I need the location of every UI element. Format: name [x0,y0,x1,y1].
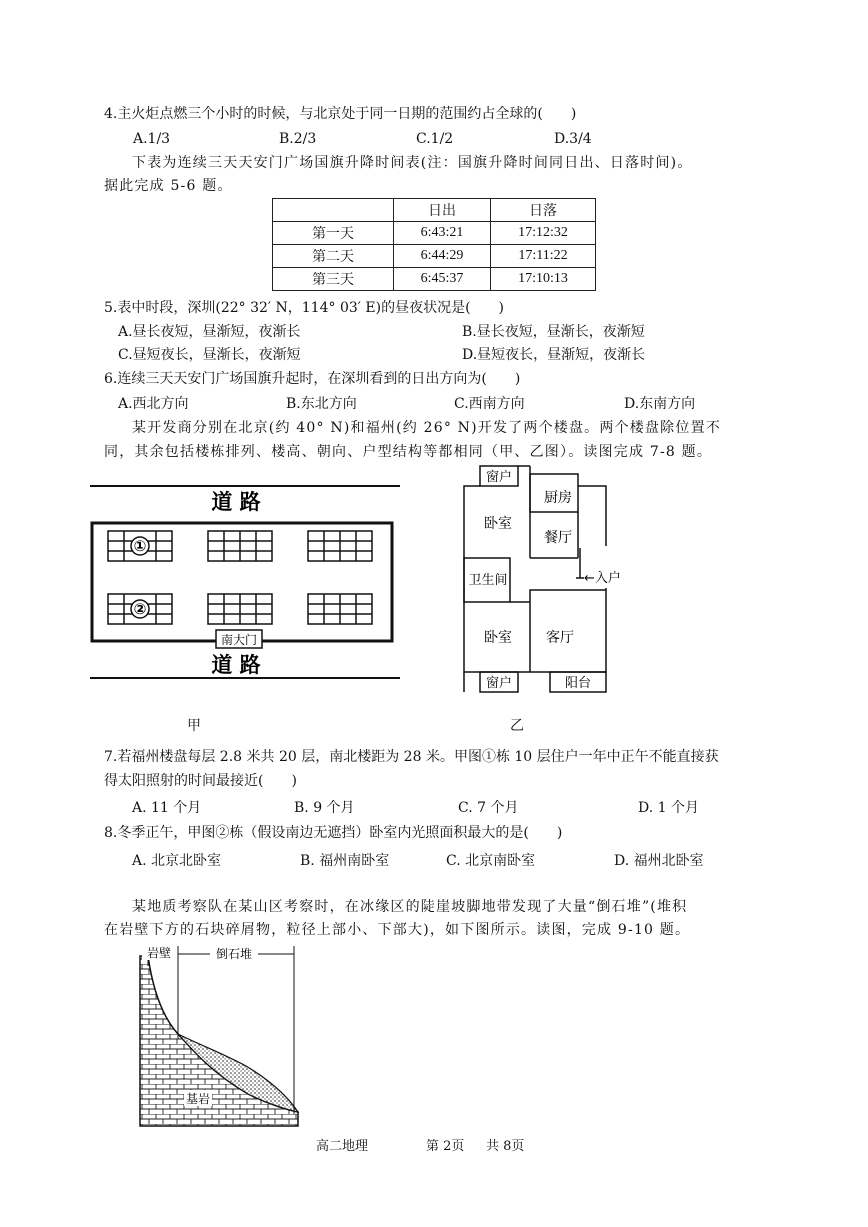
q6-option-b: B.东北方向 [286,396,357,412]
q6-stem: 6.连续三天天安门广场国旗升起时，在深圳看到的日出方向为( ) [104,371,521,387]
entrance-label: ←入户 [584,571,621,586]
sunrise-sunset-table [272,198,596,291]
building [208,531,272,561]
q7-option-b: B. 9 个月 [294,800,355,816]
table-cell: 6:43:21 [394,222,491,245]
q7-option-a: A. 11 个月 [132,800,202,816]
q7-stem-line1: 7.若福州楼盘每层 2.8 米共 20 层，南北楼距为 28 米。甲图①栋 10 层住户一年中正午不能直接获 [104,749,719,765]
q8-option-b: B. 福州南卧室 [300,853,390,869]
q5-option-b: B.昼长夜短，昼渐长，夜渐短 [462,324,645,340]
window-top-label: 窗户 [485,470,513,485]
q7-stem-line2: 得太阳照射的时间最接近( ) [104,773,297,789]
q8-option-c: C. 北京南卧室 [446,853,536,869]
figure-jia-caption: 甲 [187,718,201,734]
table-row [273,245,596,268]
table-cell: 第二天 [273,245,394,268]
talus-figure [138,944,310,1130]
q7-option-c: C. 7 个月 [458,800,519,816]
q4-option-c: C.1/2 [416,131,454,147]
building-1-label: ① [133,537,147,555]
balcony-label: 阳台 [564,676,592,691]
living-room-label: 客厅 [546,630,574,646]
q6-option-c: C.西南方向 [454,396,525,412]
bathroom-label: 卫生间 [468,573,508,588]
footer-page-number: 第 2页 [426,1139,465,1154]
road-top-label: 道 路 [211,490,261,514]
table-header-row [273,199,596,222]
table-cell: 第三天 [273,268,394,291]
table-cell: 17:10:13 [491,268,596,291]
q4-stem: 4.主火炬点燃三个小时的时候，与北京处于同一日期的范围约占全球的( ) [104,106,577,122]
q4-option-d: D.3/4 [554,131,592,147]
talus-label: 倒石堆 [215,947,253,961]
intro-5-6-line1: 下表为连续三天天安门广场国旗升降时间表(注：国旗升降时间同日出、日落时间)。 [132,155,693,171]
q5-option-d: D.昼短夜长，昼渐短，夜渐长 [462,347,646,363]
intro-7-8-line1: 某开发商分别在北京(约 40° N)和福州(约 26° N)开发了两个楼盘。两个楼盘除位置不 [132,420,721,436]
bedrock-label: 基岩 [185,1092,211,1106]
q8-stem: 8.冬季正午，甲图②栋（假设南边无遮挡）卧室内光照面积最大的是( ) [104,825,563,841]
building-2-label: ② [133,600,147,618]
south-gate-label: 南大门 [220,633,258,647]
q6-option-d: D.东南方向 [624,396,696,412]
building [208,594,272,624]
table-cell: 6:44:29 [394,245,491,268]
window-bottom-label: 窗户 [485,676,513,691]
building [308,531,372,561]
intro-9-10-line2: 在岩壁下方的石块碎屑物，粒径上部小、下部大)，如下图所示。读图，完成 9-10 题。 [104,922,691,938]
cliff-label: 岩壁 [146,946,172,960]
site-plan-figure [88,482,404,702]
figure-yi-caption: 乙 [510,718,524,734]
dining-label: 餐厅 [544,530,572,546]
table-cell: 17:12:32 [491,222,596,245]
footer-total-pages: 共 8页 [486,1139,525,1154]
intro-9-10-line1: 某地质考察队在某山区考察时，在冰缘区的陡崖坡脚地带发现了大量“倒石堆”(堆积 [132,899,688,915]
kitchen-label: 厨房 [544,490,572,506]
q7-option-d: D. 1 个月 [638,800,699,816]
road-bottom-label: 道 路 [211,653,261,677]
q5-stem: 5.表中时段，深圳(22° 32′ N，114° 03′ E)的昼夜状况是( ) [104,300,504,316]
bedroom-north-label: 卧室 [484,516,512,532]
table-header-cell: 日落 [491,199,596,222]
q4-option-a: A.1/3 [133,131,171,147]
floor-plan-figure [460,464,650,714]
q8-option-d: D. 福州北卧室 [614,853,704,869]
table-cell: 第一天 [273,222,394,245]
table-cell: 6:45:37 [394,268,491,291]
table-row [273,222,596,245]
building [308,594,372,624]
bedroom-south-label: 卧室 [484,630,512,646]
q5-option-c: C.昼短夜长，昼渐长，夜渐短 [118,347,301,363]
intro-7-8-line2: 同，其余包括楼栋排列、楼高、朝向、户型结构等都相同（甲、乙图）。读图完成 7-8 题。 [104,444,713,460]
table-header-cell [273,199,394,222]
q5-option-a: A.昼长夜短，昼渐短，夜渐长 [118,324,301,340]
table-row [273,268,596,291]
q4-option-b: B.2/3 [279,131,317,147]
footer-subject: 高二地理 [316,1139,369,1154]
table-header-cell: 日出 [394,199,491,222]
q6-option-a: A.西北方向 [118,396,189,412]
intro-5-6-line2: 据此完成 5-6 题。 [104,178,233,194]
table-cell: 17:11:22 [491,245,596,268]
q8-option-a: A. 北京北卧室 [132,853,222,869]
